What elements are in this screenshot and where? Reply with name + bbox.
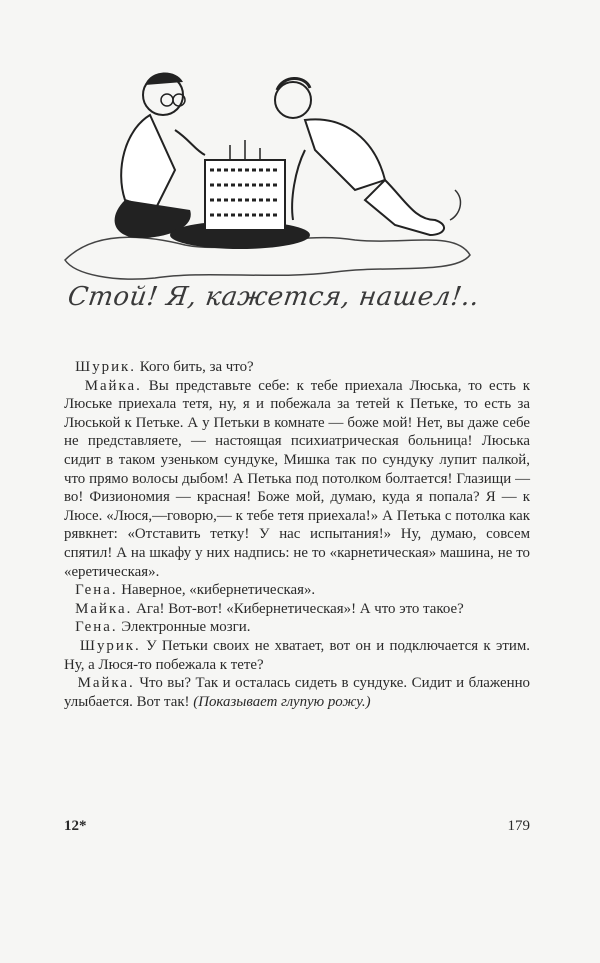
dialogue-line	[64, 358, 530, 377]
dialogue-line	[64, 377, 530, 582]
speaker-name: Майка.	[77, 675, 135, 692]
dialogue-text	[64, 358, 530, 711]
line-text: Что вы? Так и осталась сидеть в сундуке. Сидит и блаженно улыбается. Вот так!	[64, 675, 530, 710]
line-text: У Петьки своих не хватает, вот он и подключается к этим. Ну, а Люся-то побежала к тете?	[64, 637, 530, 673]
dialogue-line	[64, 618, 530, 637]
line-text: Вы представьте себе: к тебе приехала Люська, то есть к Люське приехала тетя, ну, я и побежала за тетей к Петьке, то есть за Люськой к Петьке. А у Петьки в комнате — боже мой! Нет, вы даже себе не представляете, — настоящая психиатрическая больница! Люська сидит в таком узеньком сундуке, Мишка так по сундуку лупит палкой, что прямо волосы дыбом! А Петька под потолком болтается! Глазищи — во! Физиономия — красная! Боже мой, думаю, куда я попала? Я — к Люсе. «Люся,—говорю,— к тебе тетя приехала!» А Петька с потолка как рявкнет: «Отставить тетку! У нас испытания!» Ну, думаю, совсем спятил! А на шкафу у них надпись: не то «карнетическая» машина, не то «еретическая».	[64, 377, 531, 580]
speaker-name: Гена.	[75, 619, 118, 636]
dialogue-line	[64, 600, 530, 619]
speaker-name: Майка.	[84, 377, 142, 394]
dialogue-line	[64, 637, 530, 674]
illustration-caption: Стой! Я, кажется, нашел!..	[65, 282, 482, 312]
dialogue-line	[64, 581, 530, 600]
illustration-children-with-machine	[55, 60, 475, 285]
line-text: Ага! Вот-вот! «Кибернетическая»! А что это такое?	[136, 600, 464, 617]
signature-mark: 12*	[64, 818, 87, 834]
line-text: Кого бить, за что?	[139, 359, 254, 375]
page-number: 179	[507, 818, 530, 834]
speaker-name: Шурик.	[79, 637, 141, 654]
speaker-name: Майка.	[75, 600, 133, 617]
dialogue-line	[64, 674, 530, 711]
speaker-name: Шурик.	[75, 359, 137, 375]
speaker-name: Гена.	[75, 582, 118, 599]
stage-direction: (Показывает глупую рожу.)	[193, 693, 371, 710]
line-text: Наверное, «кибернетическая».	[121, 582, 316, 599]
line-text: Электронные мозги.	[121, 619, 251, 636]
